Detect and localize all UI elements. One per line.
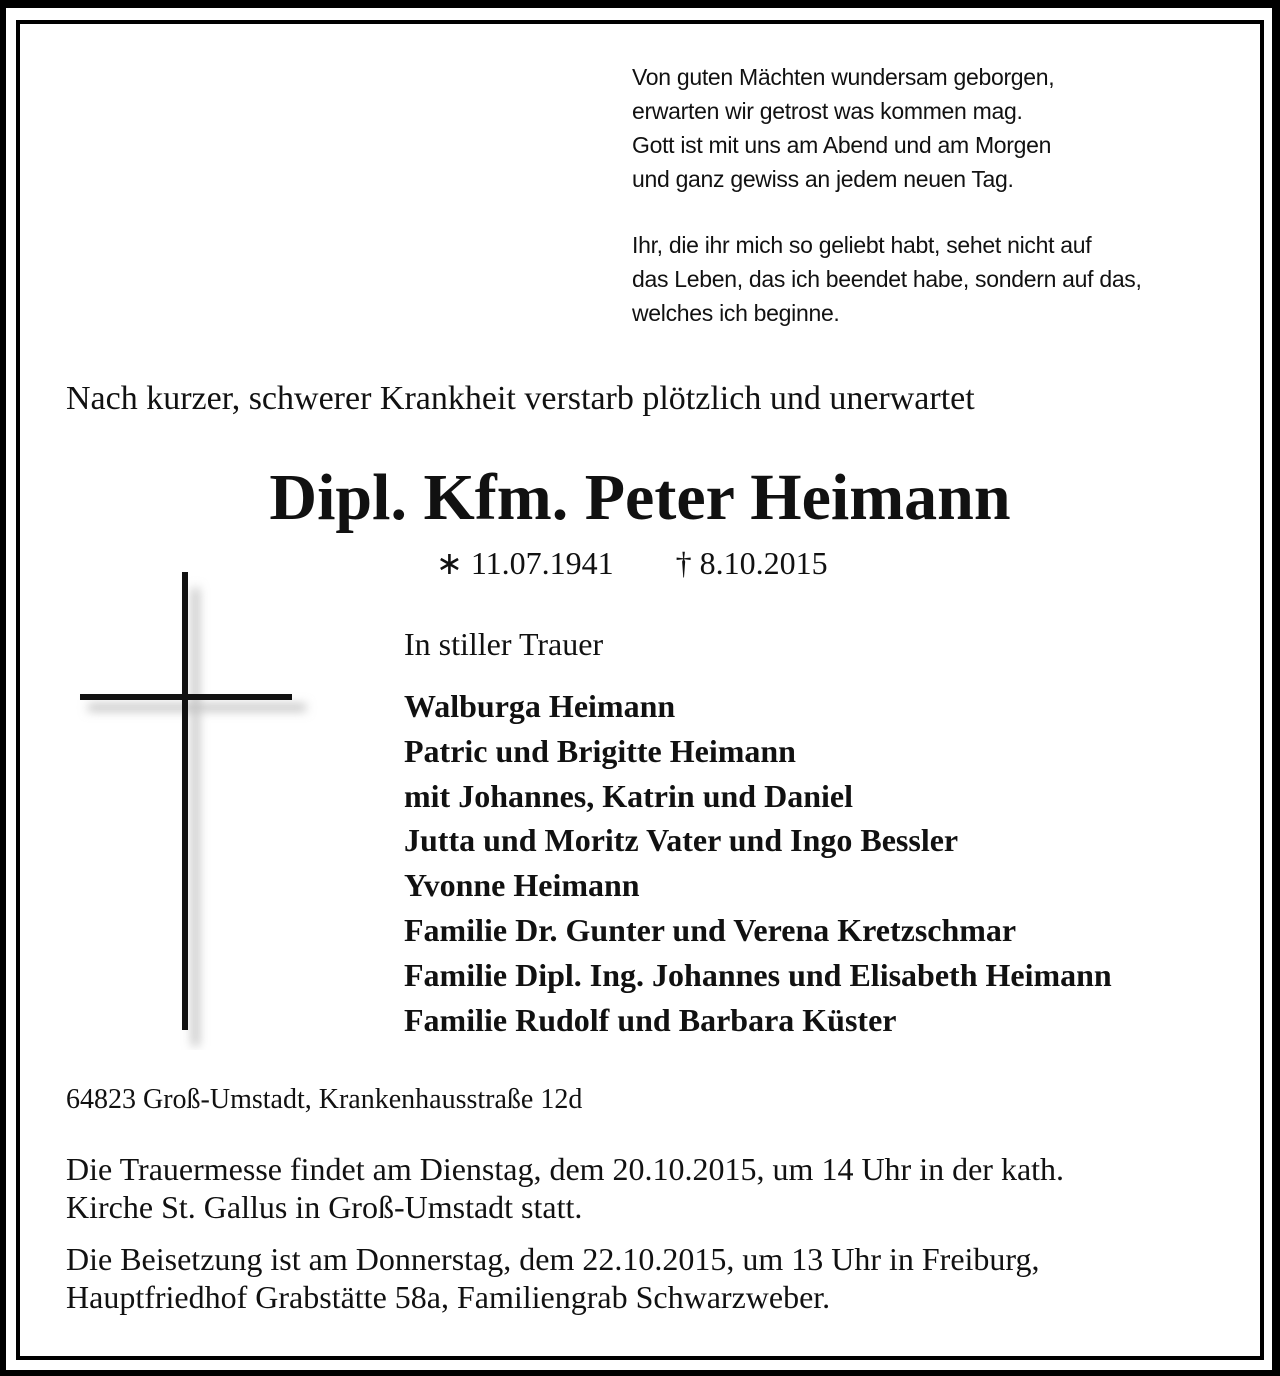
mourning-label: In stiller Trauer (404, 626, 604, 662)
poem-stanza-1 (632, 60, 1252, 196)
mourners-list (404, 684, 1112, 1042)
poem-line: Gott ist mit uns am Abend und am Morgen (632, 132, 1052, 158)
announcement-intro: Nach kurzer, schwerer Krankheit verstarb plötzlich und unerwartet (66, 380, 975, 417)
poem-quote (632, 60, 1252, 330)
family-address: 64823 Groß-Umstadt, Krankenhausstraße 12d (66, 1084, 583, 1115)
latin-cross-icon (60, 560, 320, 1050)
mourner-name: Familie Dipl. Ing. Johannes und Elisabeth Heimann (404, 956, 1112, 993)
funeral-mass-info (66, 1150, 1226, 1226)
mourner-name: Patric und Brigitte Heimann (404, 732, 796, 769)
mourner-name: mit Johannes, Katrin und Daniel (404, 777, 853, 814)
mass-line: Kirche St. Gallus in Groß-Umstadt statt. (66, 1189, 583, 1225)
poem-line: das Leben, das ich beendet habe, sondern auf das, (632, 266, 1142, 292)
birth-date: ∗ 11.07.1941 (436, 545, 614, 581)
mourner-name: Familie Dr. Gunter und Verena Kretzschmar (404, 911, 1017, 948)
poem-line: Ihr, die ihr mich so geliebt habt, sehet nicht auf (632, 232, 1092, 258)
poem-line: erwarten wir getrost was kommen mag. (632, 98, 1023, 124)
cross-bars (80, 572, 292, 1030)
poem-stanza-2 (632, 228, 1252, 330)
life-dates (436, 544, 828, 582)
mourner-name: Walburga Heimann (404, 688, 676, 724)
deceased-name: Dipl. Kfm. Peter Heimann (269, 461, 1011, 534)
mourner-name: Yvonne Heimann (404, 867, 640, 904)
poem-line: und ganz gewiss an jedem neuen Tag. (632, 166, 1014, 192)
mourner-name: Familie Rudolf und Barbara Küster (404, 1001, 897, 1038)
death-date: † 8.10.2015 (675, 545, 828, 581)
burial-info (66, 1240, 1226, 1316)
poem-line: Von guten Mächten wundersam geborgen, (632, 64, 1055, 90)
cross-shadow (88, 588, 306, 1046)
mass-line: Die Trauermesse findet am Dienstag, dem 20.10.2015, um 14 Uhr in der kath. (66, 1151, 1065, 1187)
burial-line: Hauptfriedhof Grabstätte 58a, Familiengrab Schwarzweber. (66, 1279, 831, 1315)
poem-line: welches ich beginne. (632, 300, 840, 326)
burial-line: Die Beisetzung ist am Donnerstag, dem 22.10.2015, um 13 Uhr in Freiburg, (66, 1241, 1040, 1277)
mourner-name: Jutta und Moritz Vater und Ingo Bessler (404, 822, 959, 859)
